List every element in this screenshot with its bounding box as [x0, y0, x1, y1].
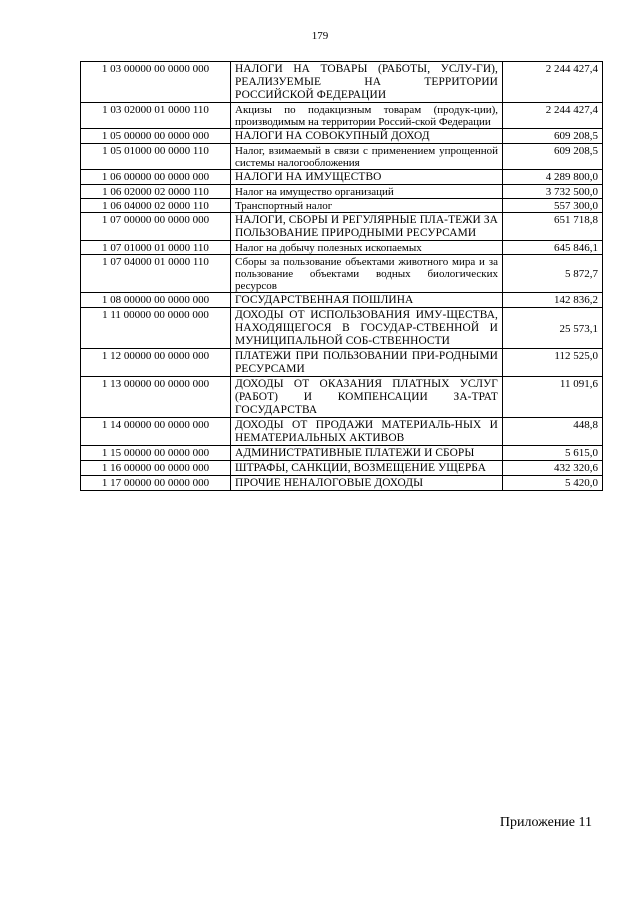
page-number: 179: [311, 30, 329, 42]
name-cell: Акцизы по подакцизным товарам (продук-ции), производимым на территории Россий-ской Федерации: [231, 103, 503, 129]
name-cell: НАЛОГИ НА ИМУЩЕСТВО: [231, 170, 503, 185]
code-cell: 1 08 00000 00 0000 000: [81, 293, 231, 308]
amount-cell: 609 208,5: [503, 144, 603, 170]
code-cell: 1 07 04000 01 0000 110: [81, 255, 231, 293]
name-cell: ПЛАТЕЖИ ПРИ ПОЛЬЗОВАНИИ ПРИ-РОДНЫМИ РЕСУРСАМИ: [231, 349, 503, 377]
name-cell: ШТРАФЫ, САНКЦИИ, ВОЗМЕЩЕНИЕ УЩЕРБА: [231, 461, 503, 476]
code-cell: 1 07 01000 01 0000 110: [81, 241, 231, 255]
amount-cell: 5 615,0: [503, 446, 603, 461]
amount-cell: 651 718,8: [503, 213, 603, 241]
code-cell: 1 06 02000 02 0000 110: [81, 185, 231, 199]
name-cell: Налог, взимаемый в связи с применением упрощенной системы налогообложения: [231, 144, 503, 170]
code-cell: 1 12 00000 00 0000 000: [81, 349, 231, 377]
name-cell: НАЛОГИ НА СОВОКУПНЫЙ ДОХОД: [231, 129, 503, 144]
amount-cell: 2 244 427,4: [503, 103, 603, 129]
table-row: [81, 170, 603, 185]
table-row: [81, 446, 603, 461]
name-cell: ГОСУДАРСТВЕННАЯ ПОШЛИНА: [231, 293, 503, 308]
amount-cell: 557 300,0: [503, 199, 603, 213]
code-cell: 1 16 00000 00 0000 000: [81, 461, 231, 476]
code-cell: 1 14 00000 00 0000 000: [81, 418, 231, 446]
name-cell: НАЛОГИ НА ТОВАРЫ (РАБОТЫ, УСЛУ-ГИ), РЕАЛИЗУЕМЫЕ НА ТЕРРИТОРИИ РОССИЙСКОЙ ФЕДЕРАЦИИ: [231, 62, 503, 103]
table-row: [81, 103, 603, 129]
code-cell: 1 03 02000 01 0000 110: [81, 103, 231, 129]
table-row: [81, 293, 603, 308]
code-cell: 1 03 00000 00 0000 000: [81, 62, 231, 103]
amount-cell: 609 208,5: [503, 129, 603, 144]
name-cell: Налог на имущество организаций: [231, 185, 503, 199]
code-cell: 1 05 00000 00 0000 000: [81, 129, 231, 144]
appendix-label: Приложение 11: [499, 815, 592, 830]
amount-cell: 5 872,7: [503, 255, 603, 293]
amount-cell: 3 732 500,0: [503, 185, 603, 199]
table-row: [81, 199, 603, 213]
table-row: [81, 377, 603, 418]
table-row: [81, 144, 603, 170]
table-row: [81, 62, 603, 103]
code-cell: 1 06 00000 00 0000 000: [81, 170, 231, 185]
table-row: [81, 461, 603, 476]
name-cell: Сборы за пользование объектами животного мира и за пользование объектами водных биологических ресурсов: [231, 255, 503, 293]
code-cell: 1 07 00000 00 0000 000: [81, 213, 231, 241]
code-cell: 1 06 04000 02 0000 110: [81, 199, 231, 213]
table-row: [81, 185, 603, 199]
code-cell: 1 17 00000 00 0000 000: [81, 476, 231, 491]
amount-cell: 142 836,2: [503, 293, 603, 308]
name-cell: НАЛОГИ, СБОРЫ И РЕГУЛЯРНЫЕ ПЛА-ТЕЖИ ЗА ПОЛЬЗОВАНИЕ ПРИРОДНЫМИ РЕСУРСАМИ: [231, 213, 503, 241]
amount-cell: 5 420,0: [503, 476, 603, 491]
amount-cell: 645 846,1: [503, 241, 603, 255]
amount-cell: 432 320,6: [503, 461, 603, 476]
code-cell: 1 15 00000 00 0000 000: [81, 446, 231, 461]
amount-cell: 2 244 427,4: [503, 62, 603, 103]
table-row: [81, 418, 603, 446]
name-cell: АДМИНИСТРАТИВНЫЕ ПЛАТЕЖИ И СБОРЫ: [231, 446, 503, 461]
code-cell: 1 13 00000 00 0000 000: [81, 377, 231, 418]
table-row: [81, 255, 603, 293]
table-row: [81, 476, 603, 491]
name-cell: ДОХОДЫ ОТ ОКАЗАНИЯ ПЛАТНЫХ УСЛУГ (РАБОТ) И КОМПЕНСАЦИИ ЗА-ТРАТ ГОСУДАРСТВА: [231, 377, 503, 418]
name-cell: Налог на добычу полезных ископаемых: [231, 241, 503, 255]
amount-cell: 112 525,0: [503, 349, 603, 377]
code-cell: 1 11 00000 00 0000 000: [81, 308, 231, 349]
table-row: [81, 308, 603, 349]
table-row: [81, 213, 603, 241]
name-cell: ДОХОДЫ ОТ ИСПОЛЬЗОВАНИЯ ИМУ-ЩЕСТВА, НАХОДЯЩЕГОСЯ В ГОСУДАР-СТВЕННОЙ И МУНИЦИПАЛЬНОЙ СОБ-СТВЕННОСТИ: [231, 308, 503, 349]
amount-cell: 25 573,1: [503, 308, 603, 349]
table-row: [81, 349, 603, 377]
table-row: [81, 241, 603, 255]
name-cell: ДОХОДЫ ОТ ПРОДАЖИ МАТЕРИАЛЬ-НЫХ И НЕМАТЕРИАЛЬНЫХ АКТИВОВ: [231, 418, 503, 446]
name-cell: Транспортный налог: [231, 199, 503, 213]
code-cell: 1 05 01000 00 0000 110: [81, 144, 231, 170]
revenue-table: [80, 61, 603, 491]
table-row: [81, 129, 603, 144]
name-cell: ПРОЧИЕ НЕНАЛОГОВЫЕ ДОХОДЫ: [231, 476, 503, 491]
amount-cell: 448,8: [503, 418, 603, 446]
amount-cell: 11 091,6: [503, 377, 603, 418]
amount-cell: 4 289 800,0: [503, 170, 603, 185]
